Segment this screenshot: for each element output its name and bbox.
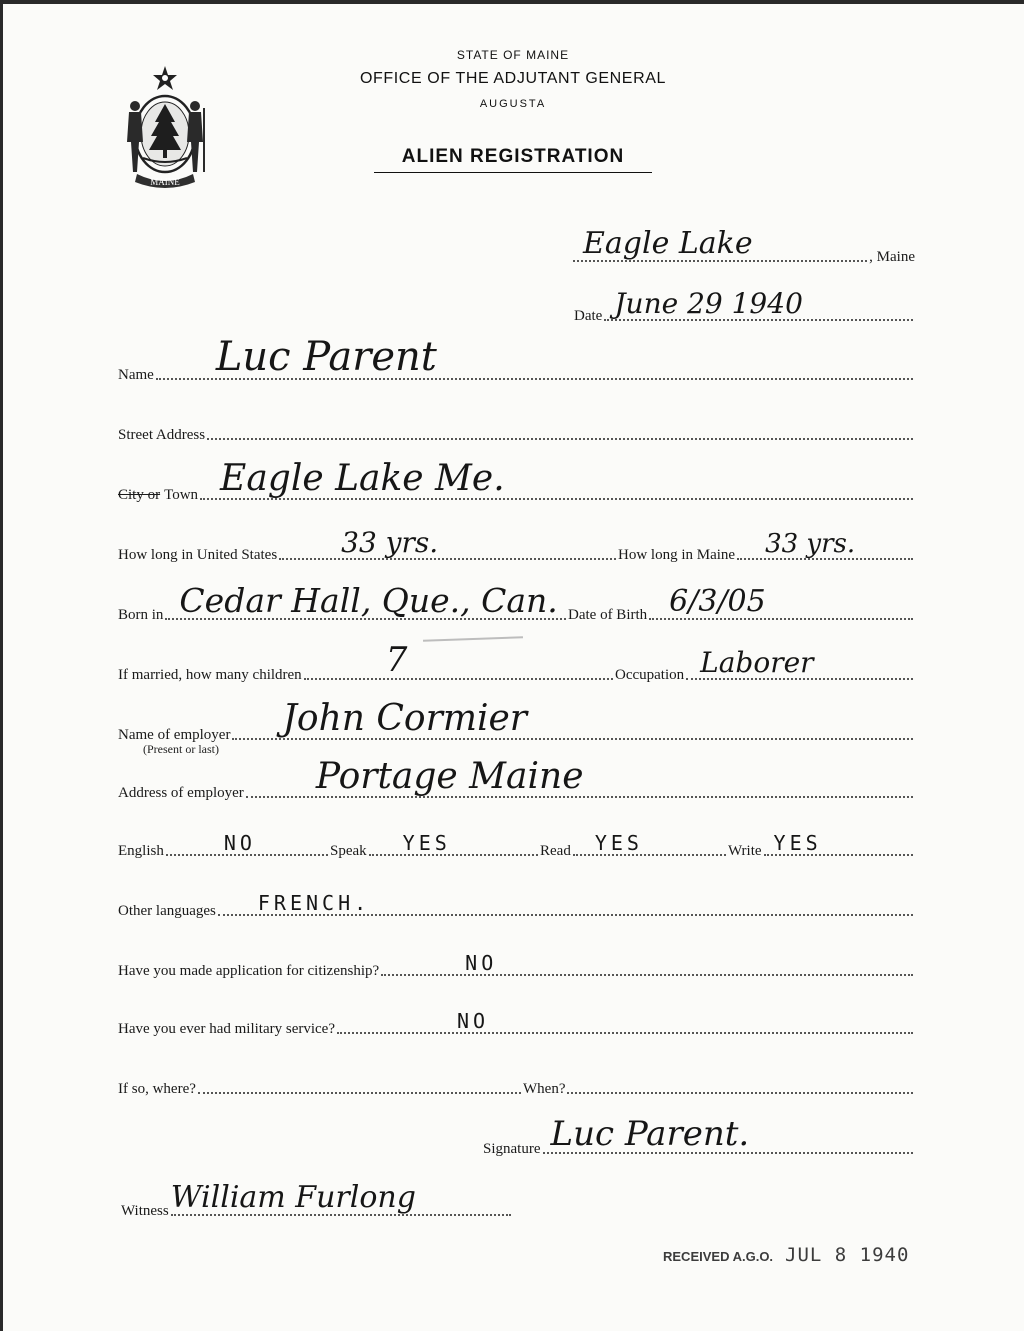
occupation-field[interactable] xyxy=(686,646,913,680)
speak-value: YES xyxy=(402,831,451,855)
date-field[interactable] xyxy=(604,287,913,321)
children-row xyxy=(118,640,615,684)
town-value: Eagle Lake Me. xyxy=(220,458,505,499)
witness-field[interactable] xyxy=(170,1180,511,1216)
how-long-me-value: 33 yrs. xyxy=(765,529,856,559)
town-row xyxy=(118,458,915,504)
military-label: Have you ever had military service? xyxy=(118,1021,335,1037)
occupation-label: Occupation xyxy=(615,667,685,683)
signature-row xyxy=(483,1114,915,1158)
name-label: Name xyxy=(118,367,154,383)
svg-text:MAINE: MAINE xyxy=(150,177,180,187)
signature-label: Signature xyxy=(483,1141,541,1157)
header-state: STATE OF MAINE xyxy=(456,48,570,62)
citizenship-field[interactable] xyxy=(381,951,913,976)
speak-label: Speak xyxy=(330,843,367,859)
english-label: English xyxy=(118,843,164,859)
signature-value: Luc Parent. xyxy=(550,1114,750,1154)
speak-field[interactable] xyxy=(369,831,538,856)
military-row xyxy=(118,1009,915,1038)
header-city: AUGUSTA xyxy=(479,98,547,110)
how-long-us-label: How long in United States xyxy=(118,547,278,563)
pencil-mark xyxy=(423,636,523,641)
date-label: Date xyxy=(574,308,603,324)
write-field[interactable] xyxy=(764,831,913,856)
dob-label: Date of Birth xyxy=(568,607,648,623)
town-label: Town xyxy=(164,487,199,503)
when-field[interactable] xyxy=(567,1092,913,1094)
received-stamp xyxy=(663,1244,909,1266)
how-long-me-row xyxy=(618,529,915,564)
place-row xyxy=(571,226,915,266)
town-label-struck: City or xyxy=(118,487,161,503)
citizenship-label: Have you made application for citizenship? xyxy=(118,963,380,979)
read-label: Read xyxy=(540,843,571,859)
stamp-date: JUL 8 1940 xyxy=(785,1244,910,1266)
how-long-us-value: 33 yrs. xyxy=(341,526,439,559)
born-value: Cedar Hall, Que., Can. xyxy=(179,581,558,620)
dob-value: 6/3/05 xyxy=(669,584,766,619)
street-row xyxy=(118,426,915,444)
dob-field[interactable] xyxy=(649,584,913,620)
employer-sublabel: (Present or last) xyxy=(143,742,219,756)
employer-address-value: Portage Maine xyxy=(315,756,584,797)
born-row xyxy=(118,581,568,624)
form-title: ALIEN REGISTRATION xyxy=(401,146,625,167)
employer-label: Name of employer xyxy=(118,727,231,743)
how-long-us-row xyxy=(118,526,618,564)
name-field[interactable] xyxy=(156,334,913,380)
witness-label: Witness xyxy=(121,1203,169,1219)
signature-field[interactable] xyxy=(543,1114,914,1154)
employer-row xyxy=(118,698,915,744)
military-value: NO xyxy=(457,1009,490,1033)
where-field[interactable] xyxy=(198,1092,521,1094)
write-row xyxy=(728,831,915,860)
date-row xyxy=(574,287,915,325)
where-row xyxy=(118,1080,523,1098)
read-field[interactable] xyxy=(573,831,726,856)
children-value: 7 xyxy=(385,640,408,680)
how-long-me-field[interactable] xyxy=(737,529,913,560)
born-label: Born in xyxy=(118,607,164,623)
date-value: June 29 1940 xyxy=(614,287,803,320)
write-label: Write xyxy=(728,843,762,859)
occupation-row xyxy=(615,646,915,684)
place-value: Eagle Lake xyxy=(583,226,753,261)
citizenship-value: NO xyxy=(465,951,498,975)
english-value: NO xyxy=(223,831,256,855)
name-value: Luc Parent xyxy=(215,334,437,380)
when-label: When? xyxy=(523,1081,566,1097)
other-lang-field[interactable] xyxy=(218,891,913,916)
header-office: OFFICE OF THE ADJUTANT GENERAL xyxy=(359,70,667,87)
witness-row xyxy=(121,1180,513,1220)
name-row xyxy=(118,334,915,384)
when-row xyxy=(523,1080,915,1098)
english-row xyxy=(118,831,330,860)
english-field[interactable] xyxy=(166,831,328,856)
other-lang-label: Other languages xyxy=(118,903,216,919)
employer-address-label: Address of employer xyxy=(118,785,244,801)
place-field[interactable] xyxy=(573,226,867,262)
other-lang-row xyxy=(118,891,915,920)
how-long-me-label: How long in Maine xyxy=(618,547,736,563)
employer-value: John Cormier xyxy=(282,698,527,739)
children-label: If married, how many children xyxy=(118,667,302,683)
place-suffix: , Maine xyxy=(869,249,915,265)
witness-value: William Furlong xyxy=(170,1180,416,1215)
dob-row xyxy=(568,584,915,624)
speak-row xyxy=(330,831,540,860)
street-label: Street Address xyxy=(118,427,206,443)
citizenship-row xyxy=(118,951,915,980)
military-field[interactable] xyxy=(337,1009,913,1034)
born-field[interactable] xyxy=(165,581,566,620)
how-long-us-field[interactable] xyxy=(279,526,616,560)
other-lang-value: FRENCH. xyxy=(257,891,371,915)
children-field[interactable] xyxy=(304,640,613,680)
read-row xyxy=(540,831,728,860)
write-value: YES xyxy=(773,831,822,855)
title-underline xyxy=(374,172,652,173)
stamp-received: RECEIVED A.G.O. xyxy=(663,1249,774,1264)
street-field[interactable] xyxy=(207,438,913,440)
town-field[interactable] xyxy=(200,458,913,500)
occupation-value: Laborer xyxy=(700,646,814,679)
where-label: If so, where? xyxy=(118,1081,196,1097)
employer-address-row xyxy=(118,756,915,802)
employer-field[interactable] xyxy=(232,698,913,740)
read-value: YES xyxy=(594,831,643,855)
employer-address-field[interactable] xyxy=(246,756,913,798)
maine-state-seal-icon xyxy=(115,62,215,190)
